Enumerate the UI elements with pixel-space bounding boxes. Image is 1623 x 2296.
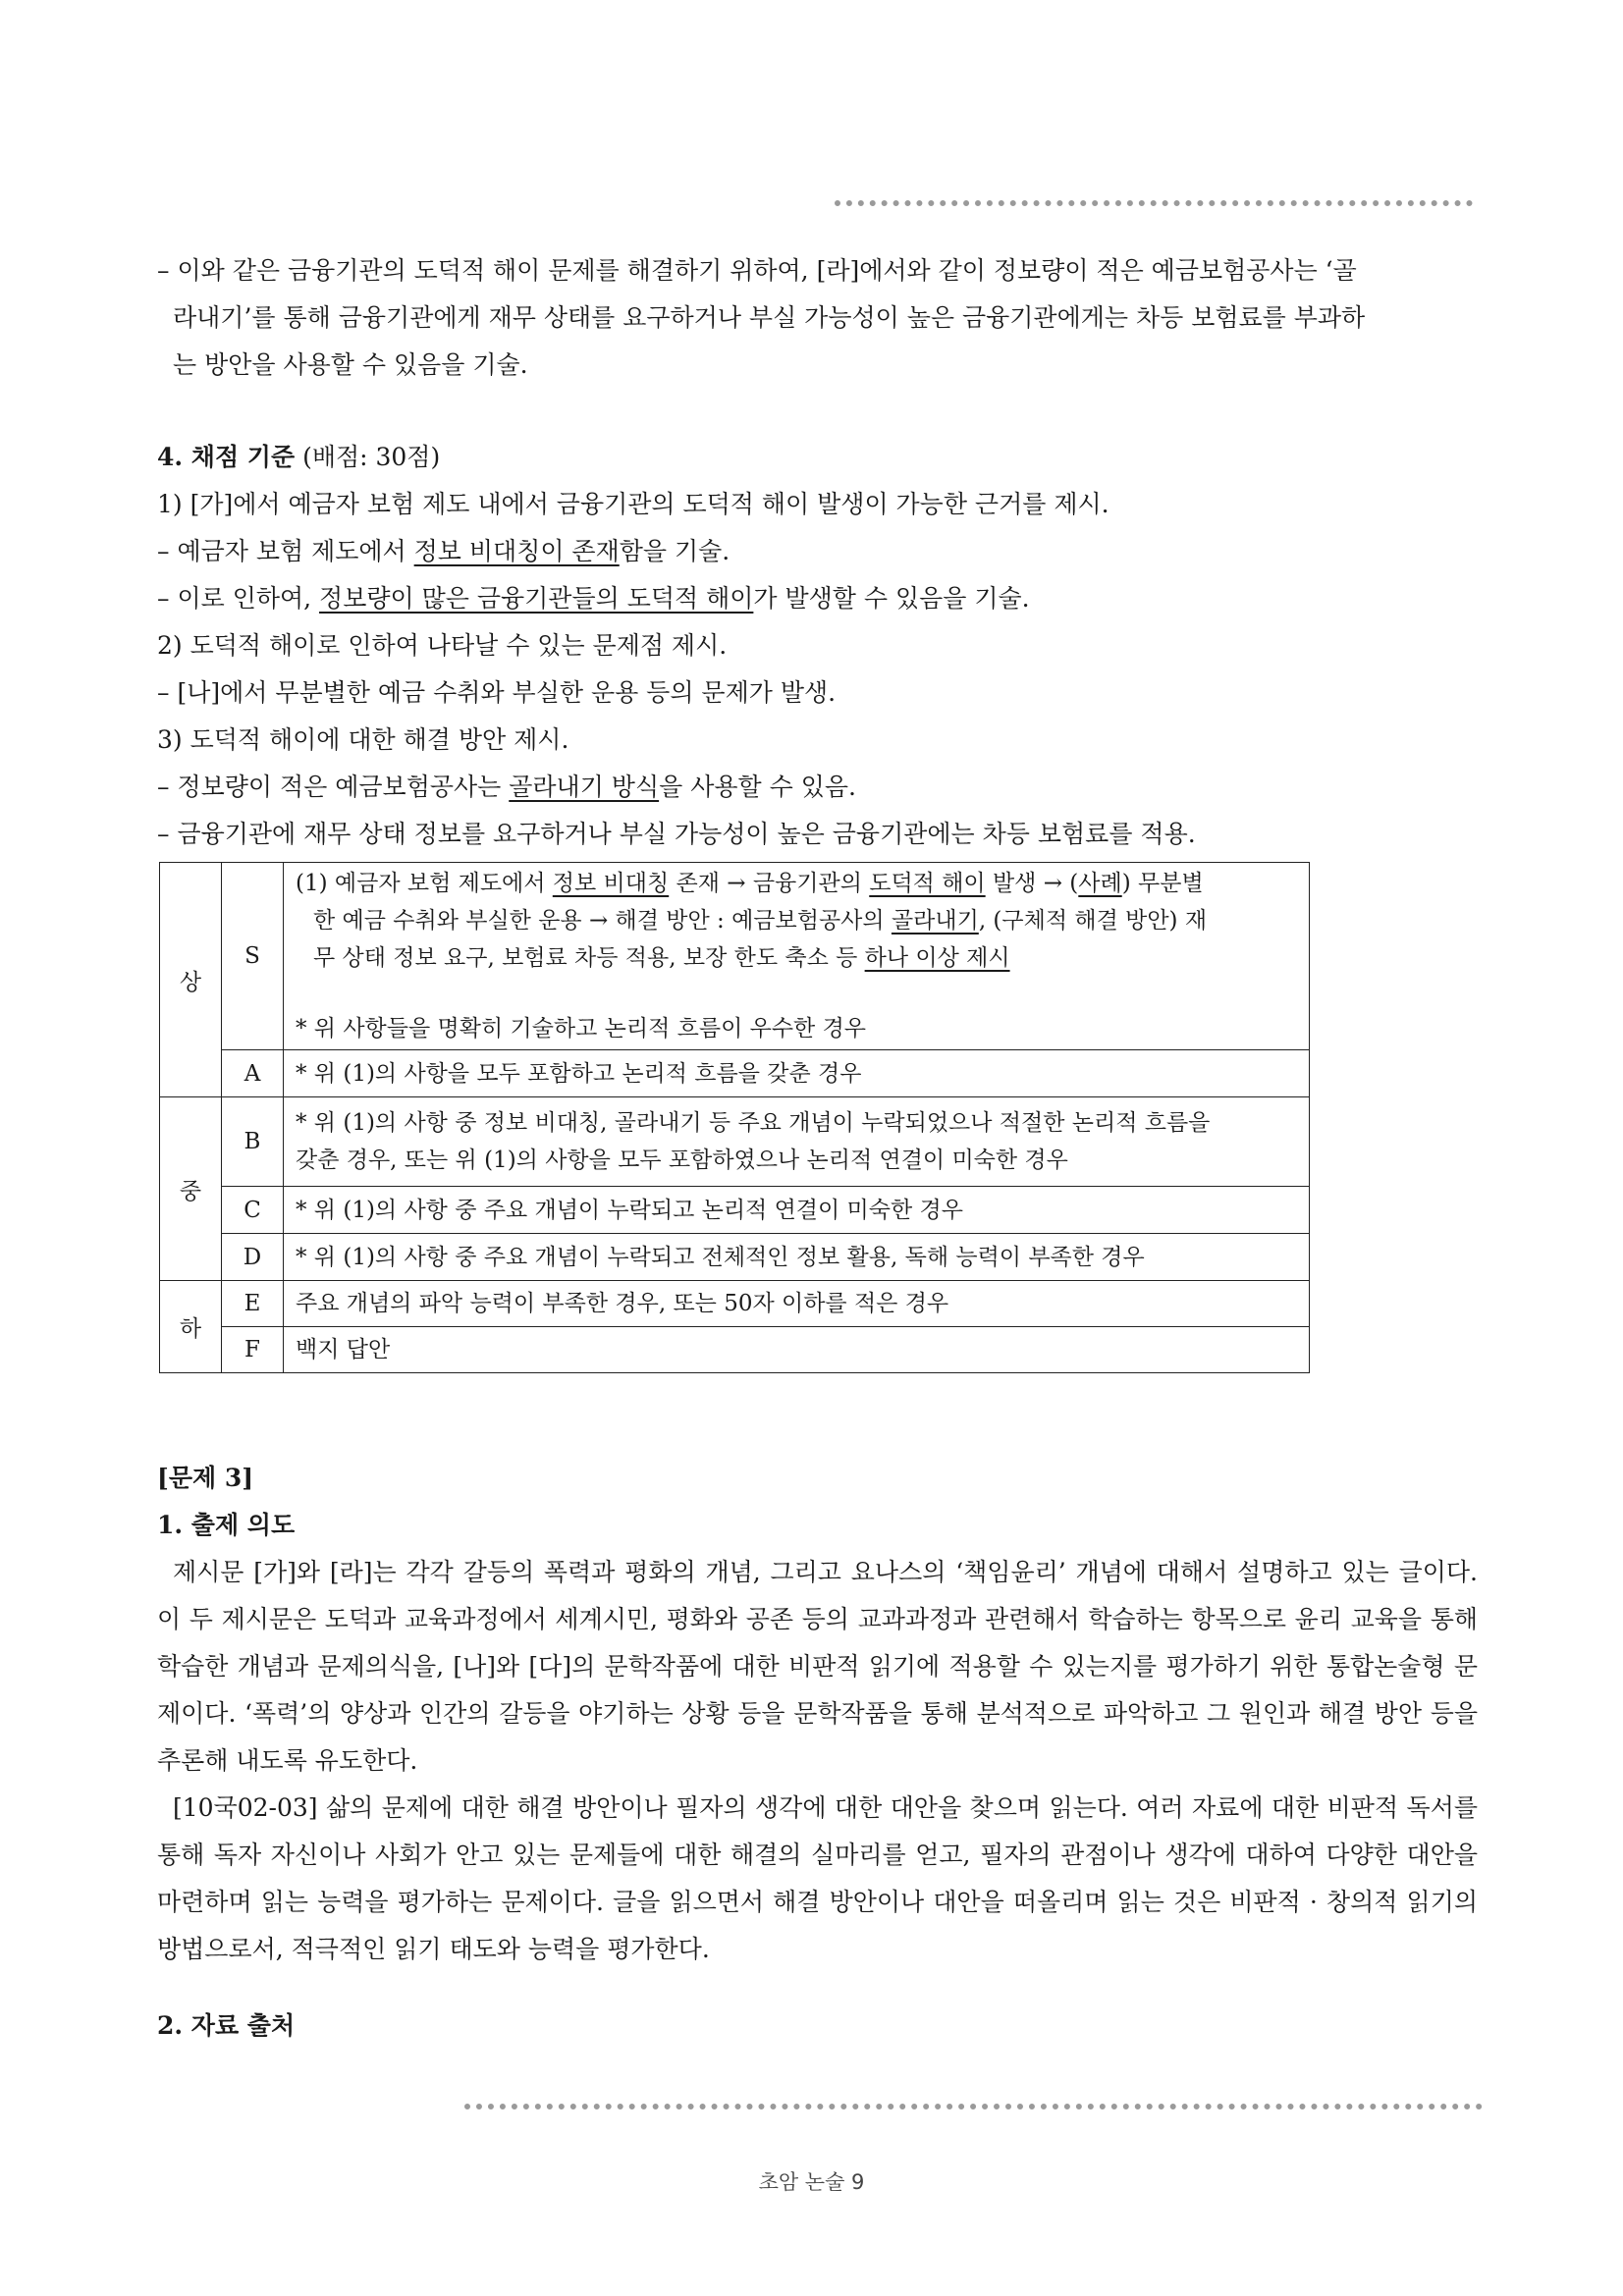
key-concept: 골라내기 방식 [509, 773, 660, 801]
grade-cell: B [222, 1097, 284, 1187]
table-row [160, 1050, 1310, 1097]
criteria-item: 3) 도덕적 해이에 대한 해결 방안 제시. [157, 725, 569, 754]
table-row [160, 1327, 1310, 1373]
page-footer: 초암 논술 9 [758, 2170, 865, 2194]
grade-description: 주요 개념의 파악 능력이 부족한 경우, 또는 50자 이하를 적은 경우 [284, 1281, 1310, 1327]
criteria-subitem: – [나]에서 무분별한 예금 수취와 부실한 운용 등의 문제가 발생. [157, 678, 837, 707]
previous-answer-continuation [157, 247, 1478, 389]
criteria-heading-line [157, 434, 1478, 481]
footer-dotted-rule [464, 2104, 1483, 2109]
level-cell: 중 [160, 1097, 222, 1281]
intent-paragraph: 제시문 [가]와 [라]는 각각 갈등의 폭력과 평화의 개념, 그리고 요나스의 ‘책임윤리’ 개념에 대해서 설명하고 있는 글이다. 이 두 제시문은 도덕과 교육과정에서 세계시민, 평화와 공존 등의 교과과정과 관련해서 학습하는 항목으로 윤리 교육을 통해 학습한 개념과 문제의식을, [나]와 [다]의 문학작품에 대한 비판적 읽기에 적용할 수 있는지를 평가하기 위한 통합논술형 문제이다. ‘폭력’의 양상과 인간의 갈등을 야기하는 상황 등을 문학작품을 통해 분석적으로 파악하고 그 원인과 해결 방안 등을 추론해 내도록 유도한다. [157, 1558, 1478, 1775]
table-row [160, 1234, 1310, 1281]
criteria-subitem: – 이로 인하여, 정보량이 많은 금융기관들의 도덕적 해이가 발생할 수 있음을 기술. [157, 584, 1030, 613]
section-heading: 2. 자료 출처 [157, 2011, 296, 2040]
level-cell: 상 [160, 863, 222, 1097]
text-line: – 이와 같은 금융기관의 도덕적 해이 문제를 해결하기 위하여, [라]에서와 같이 정보량이 적은 예금보험공사는 ‘골 [157, 256, 1357, 285]
grade-description: * 위 (1)의 사항을 모두 포함하고 논리적 흐름을 갖춘 경우 [284, 1050, 1310, 1097]
grade-cell: D [222, 1234, 284, 1281]
grade-cell: C [222, 1187, 284, 1234]
grade-cell: S [222, 863, 284, 1050]
key-concept: 정보량이 많은 금융기관들의 도덕적 해이 [319, 584, 754, 613]
criteria-item: 1) [가]에서 예금자 보험 제도 내에서 금융기관의 도덕적 해이 발생이 가능한 근거를 제시. [157, 490, 1109, 518]
text-line: 라내기’를 통해 금융기관에게 재무 상태를 요구하거나 부실 가능성이 높은 금융기관에게는 차등 보험료를 부과하 [173, 303, 1366, 332]
header-dotted-rule [835, 200, 1473, 206]
criteria-subitem: – 예금자 보험 제도에서 정보 비대칭이 존재함을 기술. [157, 537, 730, 565]
grade-description: (1) 예금자 보험 제도에서 정보 비대칭 존재 → 금융기관의 도덕적 해이 발생 → (사례) 무분별 한 예금 수취와 부실한 운용 → 해결 방안 : 예금보험공사의 골라내기, (구체적 해결 방안) 재 무 상태 정보 요구, 보험료 차등 적용, 보장 한도 축소 등 하나 이상 제시 * 위 사항들을 명확히 기술하고 논리적 흐름이 우수한 경우 [284, 863, 1310, 1050]
grading-table [159, 862, 1310, 1373]
criteria-item: 2) 도덕적 해이로 인하여 나타날 수 있는 문제점 제시. [157, 631, 728, 660]
curriculum-paragraph: [10국02-03] 삶의 문제에 대한 해결 방안이나 필자의 생각에 대한 대안을 찾으며 읽는다. 여러 자료에 대한 비판적 독서를 통해 독자 자신이나 사회가 안고 있는 문제들에 대한 해결의 실마리를 얻고, 필자의 관점이나 생각에 대하여 다양한 대안을 마련하며 읽는 능력을 평가하는 문제이다. 글을 읽으면서 해결 방안이나 대안을 떠올리며 읽는 것은 비판적 · 창의적 읽기의 방법으로서, 적극적인 읽기 태도와 능력을 평가한다. [157, 1793, 1478, 1963]
section-heading: 1. 출제 의도 [157, 1511, 296, 1539]
grade-description: * 위 (1)의 사항 중 주요 개념이 누락되고 전체적인 정보 활용, 독해 능력이 부족한 경우 [284, 1234, 1310, 1281]
table-row [160, 1281, 1310, 1327]
points-note: (배점: 30점) [302, 443, 441, 471]
problem-title: [문제 3] [157, 1464, 254, 1492]
grade-cell: F [222, 1327, 284, 1373]
grade-note: * 위 사항들을 명확히 기술하고 논리적 흐름이 우수한 경우 [296, 1016, 867, 1041]
section-heading: 4. 채점 기준 [157, 443, 296, 471]
grade-description: * 위 (1)의 사항 중 정보 비대칭, 골라내기 등 주요 개념이 누락되었으나 적절한 논리적 흐름을 갖춘 경우, 또는 위 (1)의 사항을 모두 포함하였으나 논리적 연결이 미숙한 경우 [284, 1097, 1310, 1187]
grading-criteria-section [157, 434, 1478, 858]
grade-description: * 위 (1)의 사항 중 주요 개념이 누락되고 논리적 연결이 미숙한 경우 [284, 1187, 1310, 1234]
criteria-subitem: – 정보량이 적은 예금보험공사는 골라내기 방식을 사용할 수 있음. [157, 773, 856, 801]
level-cell: 하 [160, 1281, 222, 1373]
table-row [160, 1097, 1310, 1187]
criteria-subitem: – 금융기관에 재무 상태 정보를 요구하거나 부실 가능성이 높은 금융기관에는 차등 보험료를 적용. [157, 820, 1196, 848]
table-row [160, 1187, 1310, 1234]
text-line: 는 방안을 사용할 수 있음을 기술. [173, 350, 528, 379]
grade-cell: E [222, 1281, 284, 1327]
grade-cell: A [222, 1050, 284, 1097]
table-row [160, 863, 1310, 1050]
problem-3-section [157, 1455, 1478, 2050]
key-concept: 정보 비대칭이 존재 [413, 537, 620, 565]
grade-description: 백지 답안 [284, 1327, 1310, 1373]
